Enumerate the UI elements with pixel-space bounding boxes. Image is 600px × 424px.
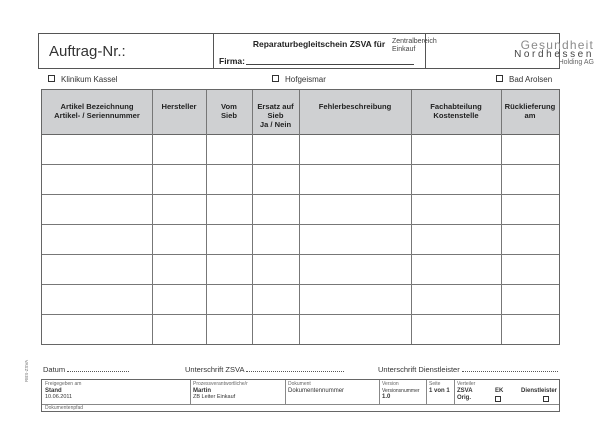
table-cell[interactable] bbox=[44, 196, 150, 222]
table-cell[interactable] bbox=[413, 166, 499, 192]
side-code: RBS-ZSVA bbox=[24, 359, 29, 382]
column-header: Artikel Bezeichnung Artikel- / Seriennummer bbox=[54, 102, 140, 120]
column-divider bbox=[299, 90, 300, 344]
table-cell[interactable] bbox=[254, 136, 297, 162]
table-cell[interactable] bbox=[44, 316, 150, 342]
version-cell: Version Versionsnummer 1.0 bbox=[382, 381, 420, 400]
column-header: Ersatz auf Sieb Ja / Nein bbox=[257, 102, 294, 129]
row-divider bbox=[42, 254, 559, 255]
repair-items-table bbox=[41, 89, 560, 345]
table-cell[interactable] bbox=[254, 316, 297, 342]
table-cell[interactable] bbox=[44, 226, 150, 252]
firm-label: Firma: bbox=[219, 56, 245, 66]
column-divider bbox=[501, 90, 502, 344]
zsva-signature-field[interactable] bbox=[185, 364, 344, 374]
table-cell[interactable] bbox=[301, 316, 409, 342]
table-cell[interactable] bbox=[208, 256, 250, 282]
location-option-bad-arolsen[interactable] bbox=[496, 75, 552, 85]
column-header: Fehlerbeschreibung bbox=[318, 102, 392, 111]
table-cell[interactable] bbox=[44, 286, 150, 312]
table-cell[interactable] bbox=[44, 136, 150, 162]
date-line[interactable] bbox=[67, 364, 129, 372]
table-cell[interactable] bbox=[44, 256, 150, 282]
distribution-cell: Verteiler ZSVA EK Dienstleister Orig. bbox=[457, 381, 557, 401]
column-header: Hersteller bbox=[161, 102, 197, 111]
distribution-ek-checkbox[interactable] bbox=[495, 396, 501, 402]
table-cell[interactable] bbox=[503, 256, 557, 282]
form-title: Reparaturbegleitschein ZSVA für bbox=[252, 39, 386, 49]
column-divider bbox=[206, 90, 207, 344]
location-label: Klinikum Kassel bbox=[61, 75, 118, 84]
zsva-signature-line[interactable] bbox=[246, 364, 344, 372]
table-cell[interactable] bbox=[254, 166, 297, 192]
table-cell[interactable] bbox=[154, 286, 204, 312]
table-cell[interactable] bbox=[208, 226, 250, 252]
table-cell[interactable] bbox=[208, 286, 250, 312]
checkbox[interactable] bbox=[48, 75, 55, 82]
table-cell[interactable] bbox=[208, 166, 250, 192]
table-cell[interactable] bbox=[301, 226, 409, 252]
document-cell: Dokument Dokumentennummer bbox=[288, 381, 345, 394]
row-divider bbox=[42, 284, 559, 285]
table-cell[interactable] bbox=[503, 226, 557, 252]
column-divider bbox=[252, 90, 253, 344]
department-label: Zentralbereich Einkauf bbox=[392, 38, 437, 53]
table-cell[interactable] bbox=[413, 196, 499, 222]
table-cell[interactable] bbox=[301, 286, 409, 312]
table-cell[interactable] bbox=[154, 316, 204, 342]
form-header bbox=[38, 33, 560, 69]
table-cell[interactable] bbox=[413, 286, 499, 312]
table-cell[interactable] bbox=[503, 136, 557, 162]
table-cell[interactable] bbox=[301, 166, 409, 192]
brand-logo-line2: Nordhessen bbox=[514, 49, 594, 60]
table-cell[interactable] bbox=[301, 136, 409, 162]
column-divider bbox=[411, 90, 412, 344]
order-number-label: Auftrag-Nr.: bbox=[49, 43, 126, 60]
date-field[interactable] bbox=[43, 364, 129, 374]
owner-cell: Prozessverantwortliche/r Martin ZB Leiter Einkauf bbox=[193, 381, 248, 400]
brand-logo-line3: Holding AG bbox=[558, 59, 594, 66]
order-number-cell bbox=[39, 34, 214, 68]
row-divider bbox=[42, 194, 559, 195]
table-cell[interactable] bbox=[301, 196, 409, 222]
document-control-footer bbox=[41, 379, 560, 412]
firm-input-line[interactable] bbox=[246, 64, 414, 65]
table-cell[interactable] bbox=[503, 316, 557, 342]
table-cell[interactable] bbox=[208, 196, 250, 222]
location-label: Bad Arolsen bbox=[509, 75, 553, 84]
table-cell[interactable] bbox=[413, 316, 499, 342]
column-header: Vom Sieb bbox=[220, 102, 238, 120]
checkbox[interactable] bbox=[496, 75, 503, 82]
table-cell[interactable] bbox=[208, 316, 250, 342]
table-cell[interactable] bbox=[503, 196, 557, 222]
table-cell[interactable] bbox=[413, 226, 499, 252]
table-cell[interactable] bbox=[154, 196, 204, 222]
column-header: Rücklieferung am bbox=[504, 102, 556, 120]
checkbox[interactable] bbox=[272, 75, 279, 82]
table-cell[interactable] bbox=[413, 136, 499, 162]
table-cell[interactable] bbox=[154, 136, 204, 162]
table-cell[interactable] bbox=[208, 136, 250, 162]
provider-signature-field[interactable] bbox=[378, 364, 558, 374]
table-cell[interactable] bbox=[503, 286, 557, 312]
table-cell[interactable] bbox=[254, 196, 297, 222]
table-cell[interactable] bbox=[154, 256, 204, 282]
brand-logo-line1: Gesundheit bbox=[520, 38, 594, 52]
page-cell: Seite 1 von 1 bbox=[429, 381, 450, 394]
document-path: Dokumentenpfad bbox=[45, 405, 84, 411]
table-cell[interactable] bbox=[44, 166, 150, 192]
row-divider bbox=[42, 164, 559, 165]
table-cell[interactable] bbox=[503, 166, 557, 192]
table-cell[interactable] bbox=[254, 256, 297, 282]
table-cell[interactable] bbox=[301, 256, 409, 282]
location-option-hofgeismar[interactable] bbox=[272, 75, 326, 85]
date-label: Datum bbox=[43, 365, 66, 374]
location-label: Hofgeismar bbox=[285, 75, 326, 84]
table-cell[interactable] bbox=[254, 226, 297, 252]
table-cell[interactable] bbox=[254, 286, 297, 312]
table-cell[interactable] bbox=[154, 226, 204, 252]
location-option-kassel[interactable] bbox=[48, 75, 117, 85]
provider-signature-line[interactable] bbox=[462, 364, 558, 372]
row-divider bbox=[42, 314, 559, 315]
distribution-provider-checkbox[interactable] bbox=[543, 396, 549, 402]
row-divider bbox=[42, 224, 559, 225]
column-header: Fachabteilung Kostenstelle bbox=[430, 102, 482, 120]
released-cell: Freigegeben am Stand 10.06.2011 bbox=[45, 381, 82, 400]
provider-signature-label: Unterschrift Dienstleister bbox=[378, 365, 460, 374]
table-cell[interactable] bbox=[154, 166, 204, 192]
column-divider bbox=[152, 90, 153, 344]
zsva-signature-label: Unterschrift ZSVA bbox=[185, 365, 245, 374]
table-cell[interactable] bbox=[413, 256, 499, 282]
